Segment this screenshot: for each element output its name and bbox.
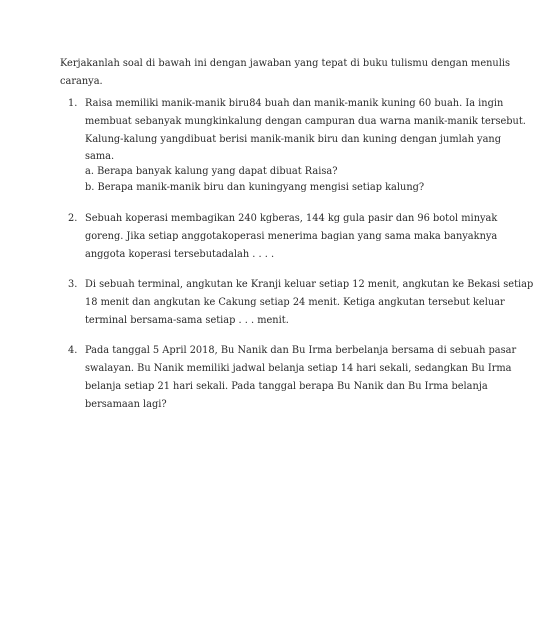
question-number: 3.	[68, 279, 78, 290]
question-line: anggota koperasi tersebutadalah . . . .	[85, 249, 275, 260]
question-line: swalayan. Bu Nanik memiliki jadwal belanja setiap 14 hari sekali, sedangkan Bu Irma	[85, 363, 512, 374]
question-line: membuat sebanyak mungkinkalung dengan campuran dua warna manik-manik tersebut.	[85, 116, 526, 127]
sub-question-b: b. Berapa manik-manik biru dan kuningyang mengisi setiap kalung?	[85, 182, 425, 193]
question-text	[85, 210, 498, 264]
question-text	[85, 276, 533, 330]
question-line: Sebuah koperasi membagikan 240 kgberas, 144 kg gula pasir dan 96 botol minyak	[85, 213, 498, 224]
question-line: goreng. Jika setiap anggotakoperasi menerima bagian yang sama maka banyaknya	[85, 231, 498, 242]
question-line: Raisa memiliki manik-manik biru84 buah dan manik-manik kuning 60 buah. Ia ingin	[85, 98, 504, 109]
question-text	[85, 95, 526, 196]
question-line: Di sebuah terminal, angkutan ke Kranji keluar setiap 12 menit, angkutan ke Bekasi setiap	[85, 279, 533, 290]
question-line: terminal bersama-sama setiap . . . menit.	[85, 315, 289, 326]
question-number: 4.	[68, 345, 78, 356]
question-line: Kalung-kalung yangdibuat berisi manik-manik biru dan kuning dengan jumlah yang	[85, 134, 502, 145]
question-line: bersamaan lagi?	[85, 399, 167, 410]
question-number: 1.	[68, 98, 78, 109]
instructions-line: Kerjakanlah soal di bawah ini dengan jawaban yang tepat di buku tulismu dengan menulis	[60, 58, 511, 69]
question-line: belanja setiap 21 hari sekali. Pada tanggal berapa Bu Nanik dan Bu Irma belanja	[85, 381, 488, 392]
instructions	[60, 55, 511, 91]
question-number: 2.	[68, 213, 78, 224]
question-line: Pada tanggal 5 April 2018, Bu Nanik dan Bu Irma berbelanja bersama di sebuah pasar	[85, 345, 517, 356]
sub-question-a: a. Berapa banyak kalung yang dapat dibuat Raisa?	[85, 166, 338, 177]
instructions-line: caranya.	[60, 76, 103, 87]
question-line: 18 menit dan angkutan ke Cakung setiap 24 menit. Ketiga angkutan tersebut keluar	[85, 297, 505, 308]
question-text	[85, 342, 517, 414]
question-line: sama.	[85, 151, 115, 162]
